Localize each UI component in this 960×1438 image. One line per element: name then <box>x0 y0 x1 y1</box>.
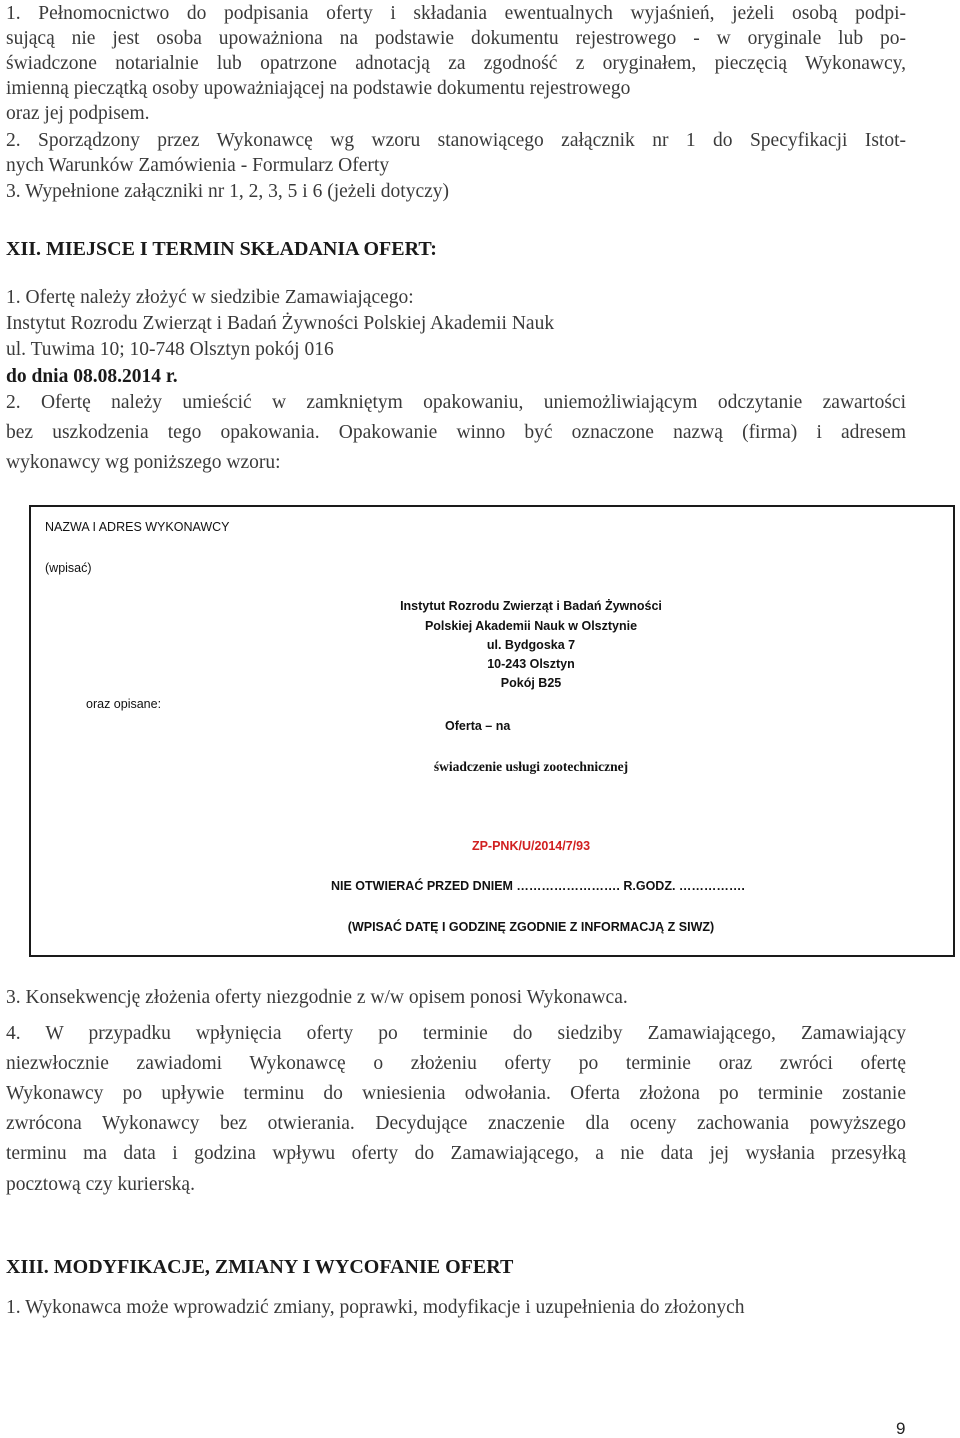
envelope-fill-hint: (wpisać) <box>45 561 92 575</box>
envelope-address-line: Instytut Rozrodu Zwierząt i Badań Żywności <box>400 599 662 613</box>
intro-line: oraz jej podpisem. <box>6 103 150 124</box>
envelope-described-label: oraz opisane: <box>86 697 162 711</box>
envelope-address-line: Pokój B25 <box>500 676 562 690</box>
intro-line: nych Warunków Zamówienia - Formularz Oferty <box>6 155 390 176</box>
body-line: niezwłocznie zawiadomi Wykonawcę o złożeniu oferty po terminie oraz zwróci ofertę <box>6 1053 906 1074</box>
intro-line: sującą nie jest osoba upoważniona na podstawie dokumentu rejestrowego - w oryginale lub po- <box>6 28 906 49</box>
envelope-name-label: NAZWA I ADRES WYKONAWCY <box>45 520 230 534</box>
body-line: pocztową czy kurierską. <box>6 1174 195 1195</box>
envelope-address-line: ul. Bydgoska 7 <box>486 638 576 652</box>
intro-line: świadczone notarialnie lub opatrzone adnotacją za zgodność z oryginałem, pieczęcią Wykonawcy, <box>6 53 906 74</box>
body-line: ul. Tuwima 10; 10-748 Olsztyn pokój 016 <box>6 339 334 360</box>
envelope-template-box <box>29 505 955 957</box>
body-line: wykonawcy wg poniższego wzoru: <box>6 452 281 473</box>
body-line: 1. Wykonawca może wprowadzić zmiany, poprawki, modyfikacje i uzupełnienia do złożonych <box>6 1297 745 1318</box>
envelope-reference: ZP-PNK/U/2014/7/93 <box>471 839 591 853</box>
section-heading-xii: XII. MIEJSCE I TERMIN SKŁADANIA OFERT: <box>6 238 437 260</box>
intro-line: 2. Sporządzony przez Wykonawcę wg wzoru stanowiącego załącznik nr 1 do Specyfikacji Istot- <box>6 130 906 151</box>
section-heading-xiii: XIII. MODYFIKACJE, ZMIANY I WYCOFANIE OFERT <box>6 1256 514 1278</box>
intro-line: 1. Pełnomocnictwo do podpisania oferty i składania ewentualnych wyjaśnień, jeżeli osobą podpi- <box>6 3 906 24</box>
intro-line: imienną pieczątką osoby upoważniającej na podstawie dokumentu rejestrowego <box>6 78 631 99</box>
body-line: 2. Ofertę należy umieścić w zamkniętym opakowaniu, uniemożliwiającym odczytanie zawartości <box>6 392 906 413</box>
body-line: terminu ma data i godzina wpływu oferty do Zamawiającego, a nie data jej wysłania przesyłką <box>6 1143 906 1164</box>
deadline-text: do dnia 08.08.2014 r. <box>6 366 178 387</box>
page-number: 9 <box>896 1419 906 1438</box>
body-line: zwrócona Wykonawcy bez otwierania. Decydujące znaczenie dla oceny zachowania powyższego <box>6 1113 906 1134</box>
body-line: Wykonawcy po upływie terminu do wniesienia odwołania. Oferta złożona po terminie zostanie <box>6 1083 906 1104</box>
body-line: Instytut Rozrodu Zwierząt i Badań Żywności Polskiej Akademii Nauk <box>6 313 555 334</box>
body-line: 1. Ofertę należy złożyć w siedzibie Zamawiającego: <box>6 287 414 308</box>
body-line: 4. W przypadku wpłynięcia oferty po terminie do siedziby Zamawiającego, Zamawiający <box>6 1023 906 1044</box>
envelope-offer-label: Oferta – na <box>445 719 511 733</box>
envelope-address-line: Polskiej Akademii Nauk w Olsztynie <box>424 619 638 633</box>
body-line: 3. Konsekwencję złożenia oferty niezgodnie z w/w opisem ponosi Wykonawca. <box>6 987 628 1008</box>
envelope-address-line: 10-243 Olsztyn <box>487 657 575 671</box>
envelope-service: świadczenie usługi zootechnicznej <box>433 759 629 774</box>
envelope-do-not-open: NIE OTWIERAĆ PRZED DNIEM ……………………. R.GODZ. ……………. <box>331 879 745 893</box>
envelope-instruction: (WPISAĆ DATĘ I GODZINĘ ZGODNIE Z INFORMACJĄ Z SIWZ) <box>347 920 715 934</box>
intro-line: 3. Wypełnione załączniki nr 1, 2, 3, 5 i 6 (jeżeli dotyczy) <box>6 181 450 202</box>
body-line: bez uszkodzenia tego opakowania. Opakowanie winno być oznaczone nazwą (firma) i adresem <box>6 422 906 443</box>
